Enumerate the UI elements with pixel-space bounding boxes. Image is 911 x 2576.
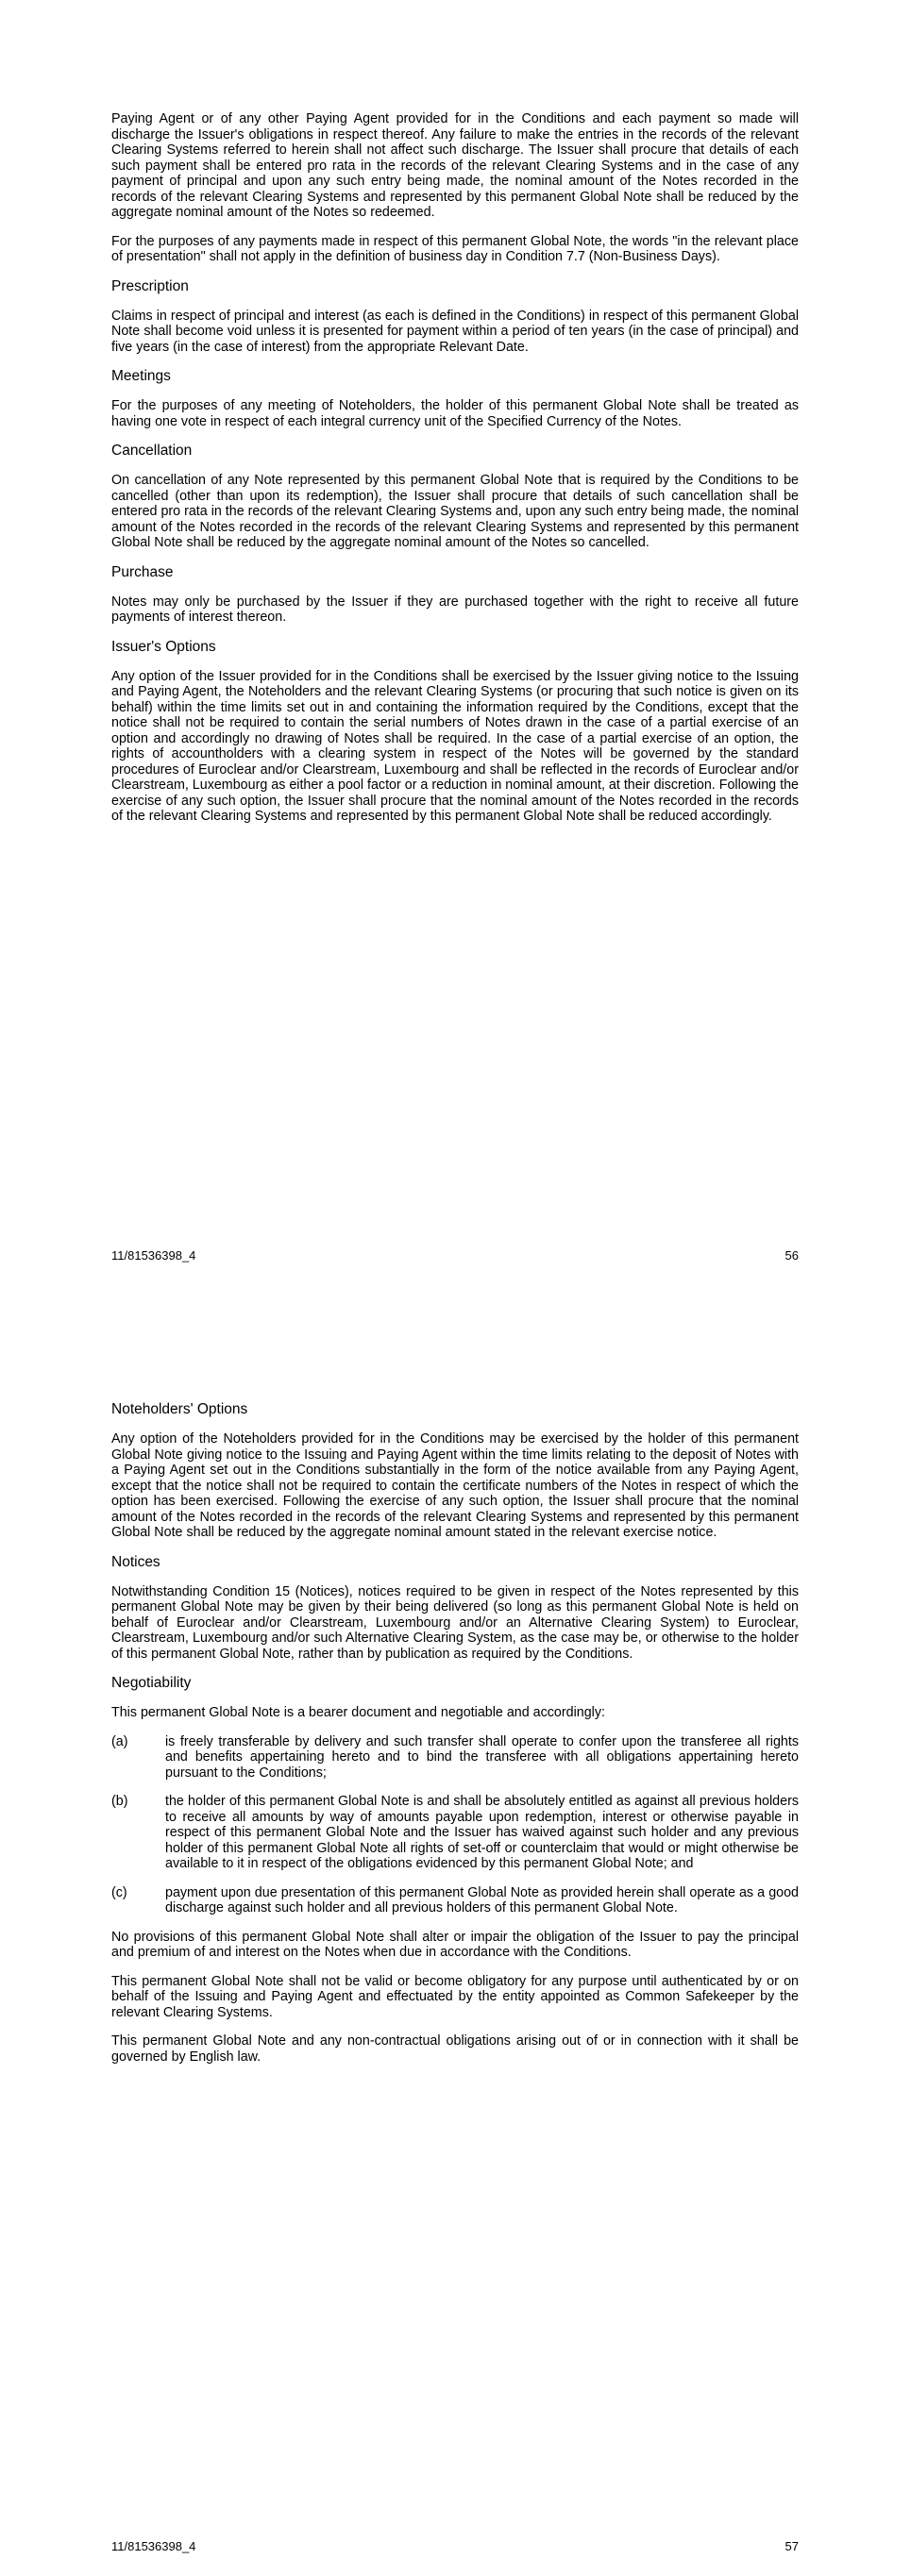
page-number: 56 xyxy=(784,1248,799,1263)
paragraph-cancellation: On cancellation of any Note represented by this permanent Global Note that is required by the Conditions to be cancelled (other than upon its redemption), the Issuer shall procure that details of such cancellation shall be entered pro rata in the records of the relevant Clearing Systems and, upon any such entry being made, the nominal amount of the Notes recorded in the records of the relevant Clearing Systems and represented by this permanent Global Note shall be reduced by the aggregate nominal amount of the Notes so cancelled. xyxy=(111,473,799,550)
heading-notices: Notices xyxy=(111,1553,160,1570)
list-item-text: the holder of this permanent Global Note is and shall be absolutely entitled as against all previous holders to receive all amounts by way of amounts payable upon redemption, interest or otherwise payable in respect of this permanent Global Note and the Issuer has waived against such holder and any previous holder of this permanent Global Note all rights of set-off or counterclaim that would or might otherwise be available to it in respect of the obligations evidenced by this permanent Global Note; and xyxy=(165,1794,799,1871)
list-item-text: payment upon due presentation of this permanent Global Note as provided herein shall operate as a good discharge against such holder and all previous holders of this permanent Global Note. xyxy=(165,1884,799,1915)
document-reference: 11/81536398_4 xyxy=(111,1248,196,1263)
paragraph-purchase: Notes may only be purchased by the Issuer if they are purchased together with the right to receive all future payments of interest thereon. xyxy=(111,594,799,625)
page-content xyxy=(111,1401,799,2078)
heading-noteholders-options: Noteholders' Options xyxy=(111,1401,248,1417)
paragraph-issuers-options: Any option of the Issuer provided for in the Conditions shall be exercised by the Issuer giving notice to the Issuing and Paying Agent, the Noteholders and the relevant Clearing Systems (or procuring that such notice is given on its behalf) within the time limits set out in and containing the information required by the Conditions, except that the notice shall not be required to contain the serial numbers of Notes drawn in the case of a partial exercise of an option and accordingly no drawing of Notes shall be required. In the case of a partial exercise of an option, the rights of accountholders with a clearing system in respect of the Notes will be governed by the standard procedures of Euroclear and/or Clearstream, Luxembourg and shall be reflected in the records of Euroclear and/or Clearstream, Luxembourg as either a pool factor or a reduction in nominal amount, at their discretion. Following the exercise of any such option, the Issuer shall procure that the nominal amount of the Notes recorded in the records of the relevant Clearing Systems and represented by this permanent Global Note shall be reduced accordingly. xyxy=(111,668,799,824)
document-page-57 xyxy=(0,1288,911,2576)
paragraph-prescription: Claims in respect of principal and interest (as each is defined in the Conditions) in respect of this permanent Global Note shall become void unless it is presented for payment within a period of ten years (in the case of principal) and five years (in the case of interest) from the appropriate Relevant Date. xyxy=(111,308,799,355)
list-item-b xyxy=(111,1794,799,1872)
heading-negotiability: Negotiability xyxy=(111,1675,192,1691)
paragraph-governing-law: This permanent Global Note and any non-contractual obligations arising out of or in connection with it shall be governed by English law. xyxy=(111,2033,799,2065)
list-item-label: (a) xyxy=(111,1733,128,1749)
paragraph-negotiability-intro: This permanent Global Note is a bearer document and negotiable and accordingly: xyxy=(111,1705,605,1720)
list-item-c xyxy=(111,1885,799,1916)
paragraph-no-provisions: No provisions of this permanent Global Note shall alter or impair the obligation of the Issuer to pay the principal and premium of and interest on the Notes when due in accordance with the Conditions. xyxy=(111,1929,799,1960)
paragraph-validity: This permanent Global Note shall not be valid or become obligatory for any purpose until authenticated by or on behalf of the Issuing and Paying Agent and effectuated by the entity appointed as Common Safekeeper by the relevant Clearing Systems. xyxy=(111,1973,799,2020)
heading-issuers-options: Issuer's Options xyxy=(111,638,216,655)
heading-cancellation: Cancellation xyxy=(111,443,193,459)
heading-purchase: Purchase xyxy=(111,563,174,580)
heading-prescription: Prescription xyxy=(111,277,189,294)
document-reference: 11/81536398_4 xyxy=(111,2539,196,2553)
paragraph-meetings: For the purposes of any meeting of Noteholders, the holder of this permanent Global Note shall be treated as having one vote in respect of each integral currency unit of the Specified Currency of the Notes. xyxy=(111,398,799,429)
heading-meetings: Meetings xyxy=(111,368,171,384)
list-item-text: is freely transferable by delivery and such transfer shall operate to confer upon the transferee all rights and benefits appertaining hereto and to bind the transferee with all obligations appertaining hereto pursuant to the Conditions; xyxy=(165,1733,799,1781)
page-content xyxy=(111,111,799,838)
paragraph-place-of-presentation: For the purposes of any payments made in respect of this permanent Global Note, the words "in the relevant place of presentation" shall not apply in the definition of business day in Condition 7.7 (Non-Business Days). xyxy=(111,233,799,264)
page-number: 57 xyxy=(784,2539,799,2553)
paragraph-payment-discharge: Paying Agent or of any other Paying Agent provided for in the Conditions and each payment so made will discharge the Issuer's obligations in respect thereof. Any failure to make the entries in the records of the relevant Clearing Systems referred to herein shall not affect such discharge. The Issuer shall procure that details of each such payment shall be entered pro rata in the records of the relevant Clearing Systems and in the case of any payment of principal and upon any such entry being made, the nominal amount of the Notes recorded in the records of the relevant Clearing Systems and represented by this permanent Global Note shall be reduced by the aggregate nominal amount of the Notes so redeemed. xyxy=(111,111,799,220)
paragraph-noteholders-options: Any option of the Noteholders provided for in the Conditions may be exercised by the holder of this permanent Global Note giving notice to the Issuing and Paying Agent within the time limits relating to the deposit of Notes with a Paying Agent set out in the Conditions substantially in the form of the notice available from any Paying Agent, except that the notice shall not be required to contain the certificate numbers of the Notes in respect of which the option has been exercised. Following the exercise of any such option, the Issuer shall procure that the nominal amount of the Notes recorded in the records of the relevant Clearing Systems and represented by this permanent Global Note shall be reduced by the aggregate nominal amount stated in the relevant exercise notice. xyxy=(111,1431,799,1540)
list-item-label: (c) xyxy=(111,1884,127,1900)
list-item-label: (b) xyxy=(111,1794,128,1809)
list-item-a xyxy=(111,1734,799,1781)
paragraph-notices: Notwithstanding Condition 15 (Notices), notices required to be given in respect of the Notes represented by this permanent Global Note may be given by their being delivered (so long as this permanent Global Note is held on behalf of Euroclear and/or Clearstream, Luxembourg and/or an Alternative Clearing System) to Euroclear, Clearstream, Luxembourg and/or such Alternative Clearing System, as the case may be, or otherwise to the holder of this permanent Global Note, rather than by publication as required by the Conditions. xyxy=(111,1583,799,1662)
